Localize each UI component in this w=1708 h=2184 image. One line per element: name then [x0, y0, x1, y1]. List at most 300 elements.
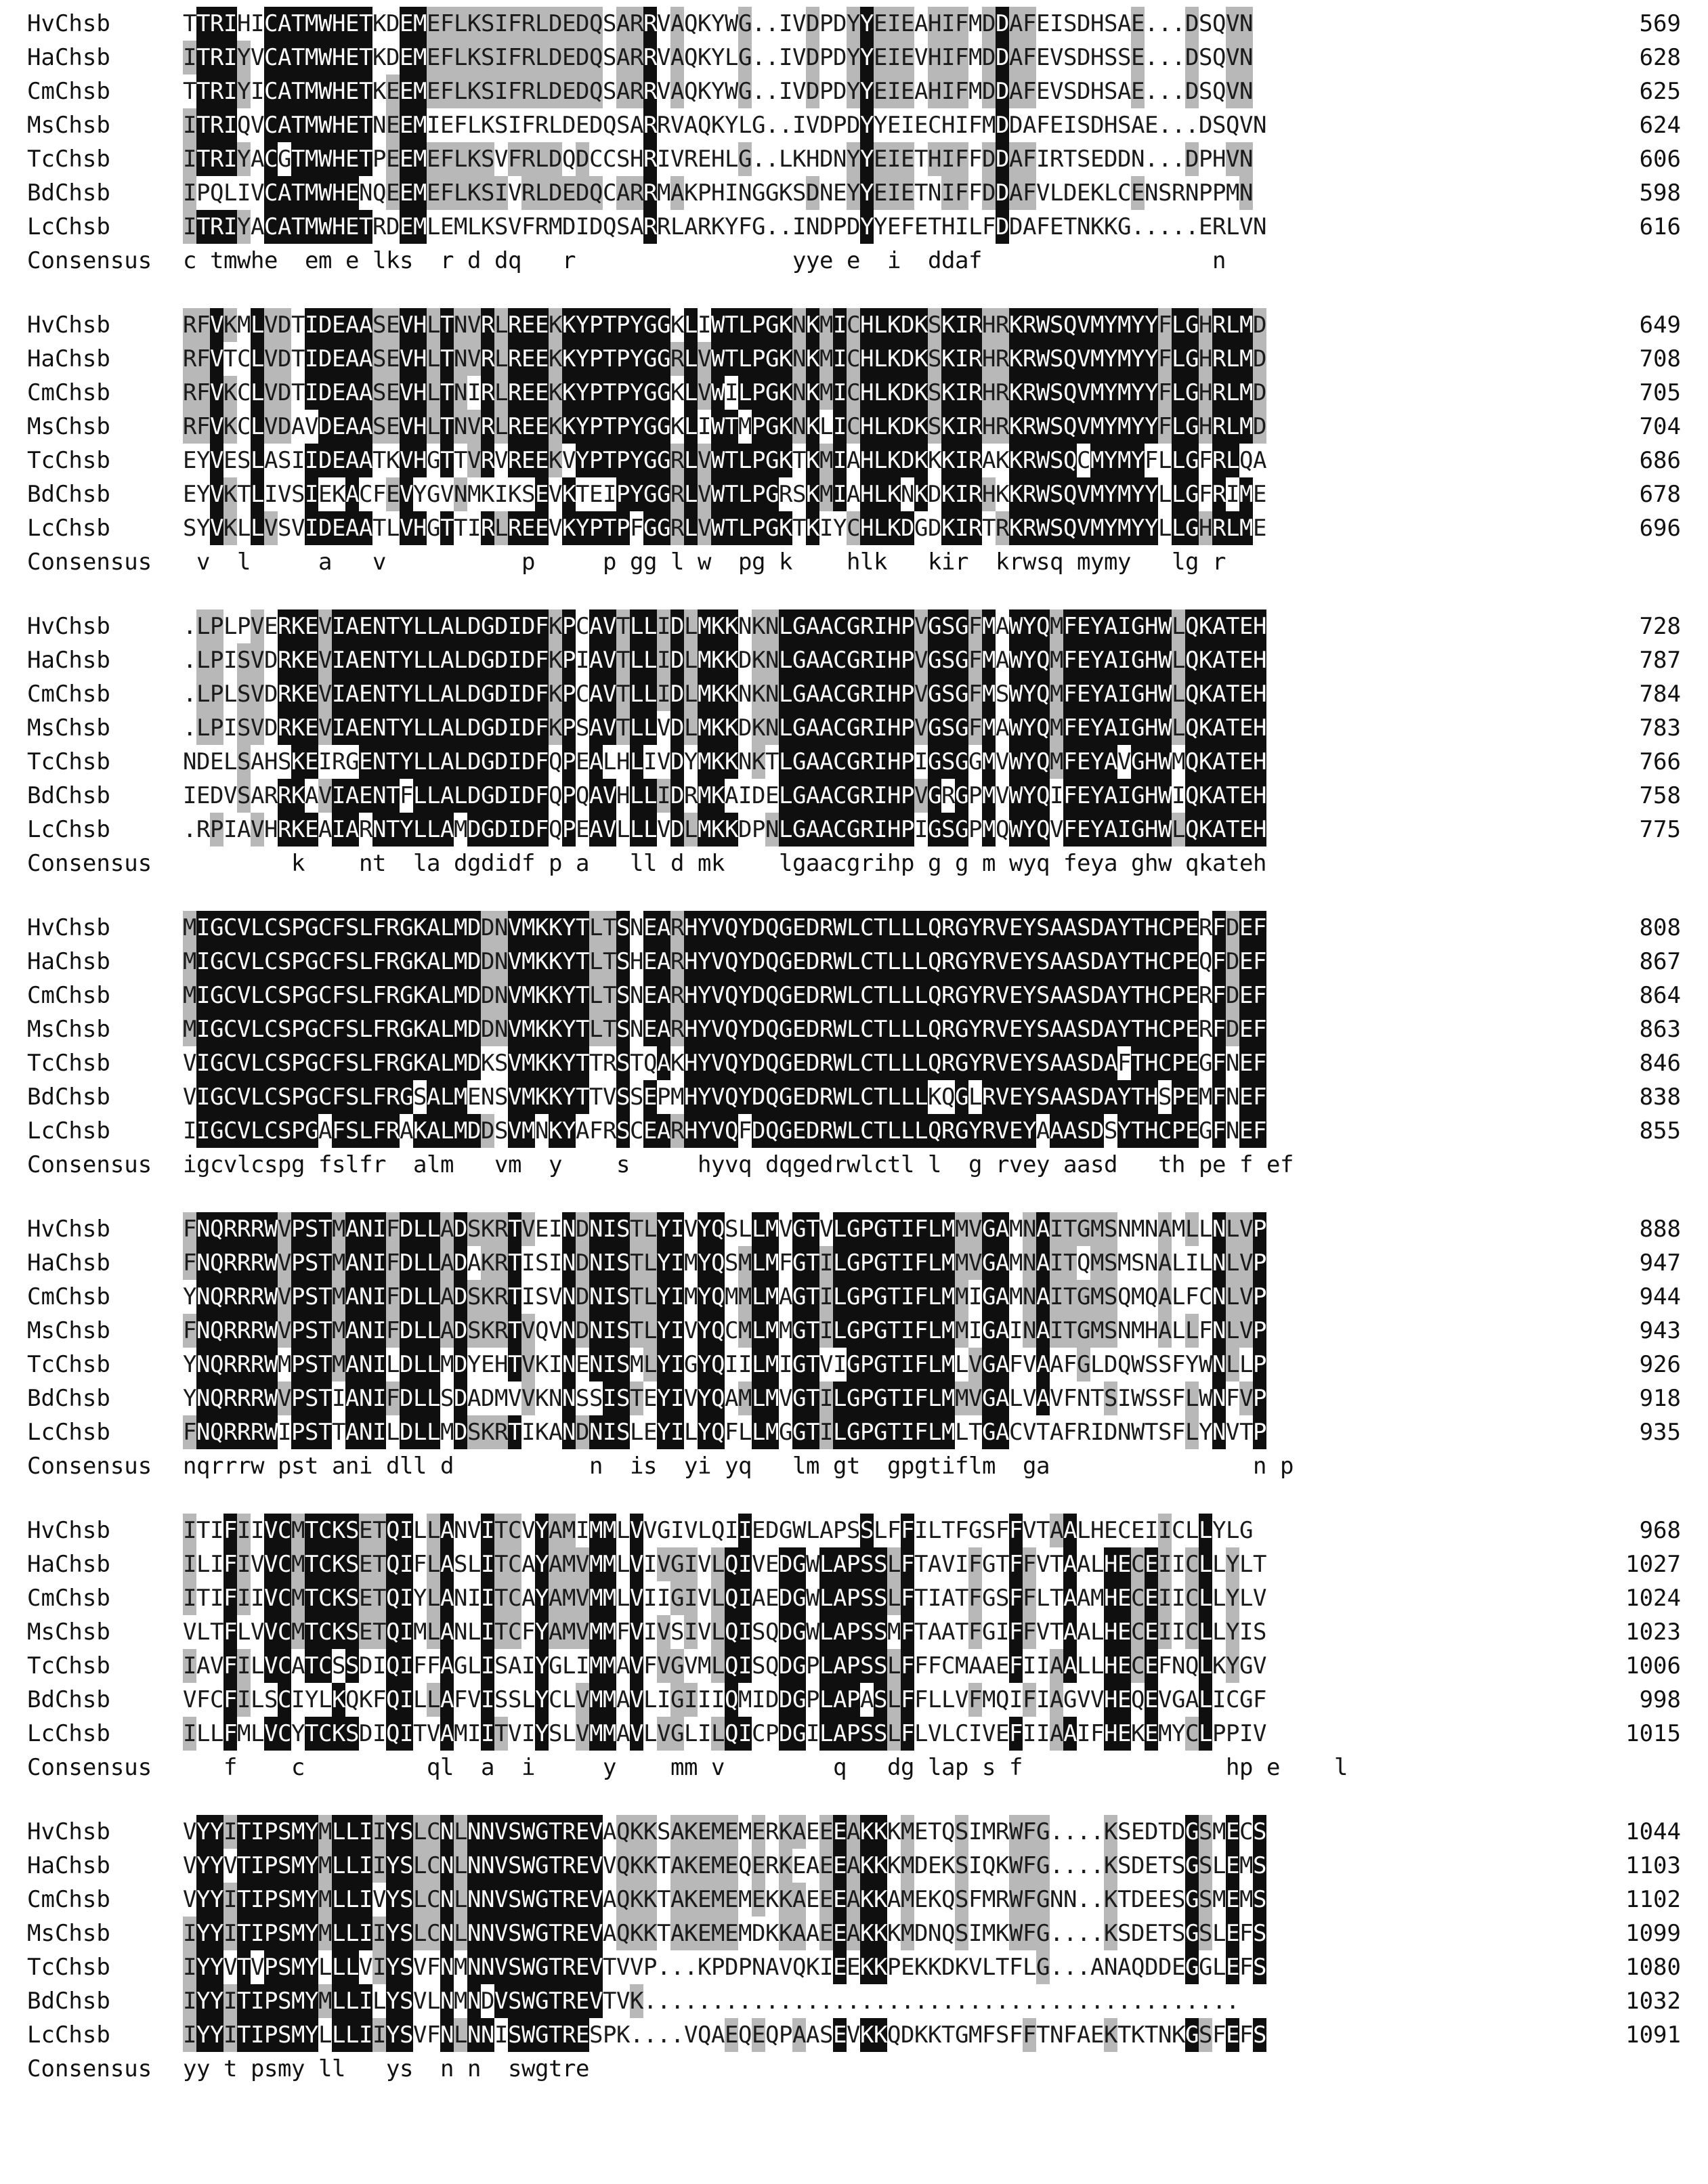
- residue: S: [616, 1382, 630, 1415]
- residue: L: [901, 1080, 914, 1114]
- residue: .: [670, 1984, 684, 2018]
- residue: R: [657, 108, 670, 142]
- residue: V: [643, 1514, 657, 1547]
- residue: W: [264, 1348, 278, 1382]
- residue: H: [1145, 1012, 1158, 1046]
- residue: V: [183, 1080, 196, 1114]
- consensus-residue: m: [806, 1449, 819, 1483]
- residue-position: 864: [1640, 982, 1681, 1009]
- residue: V: [264, 410, 278, 444]
- residue: V: [928, 1717, 941, 1751]
- residue: Y: [1023, 643, 1036, 677]
- residue: T: [616, 711, 630, 745]
- residue: M: [1131, 1212, 1145, 1246]
- residue: I: [643, 1615, 657, 1649]
- residue: D: [1077, 7, 1090, 41]
- residue: S: [1050, 444, 1063, 477]
- consensus-residue: r: [996, 1148, 1009, 1182]
- sequence-name: HaChsb: [27, 44, 110, 71]
- residue: P: [860, 1246, 874, 1280]
- residue: I: [1158, 1547, 1172, 1581]
- consensus-residue: t: [305, 1449, 318, 1483]
- residue: M: [901, 1849, 914, 1883]
- residue: T: [576, 1080, 589, 1114]
- residue: A: [318, 813, 332, 847]
- residue: F: [223, 1581, 237, 1615]
- residue: Q: [210, 176, 223, 210]
- residue: K: [914, 342, 928, 376]
- residue: K: [1199, 711, 1212, 745]
- consensus-residue: i: [698, 1449, 711, 1483]
- residue: W: [711, 308, 725, 342]
- residue: I: [359, 1984, 372, 2018]
- residue: R: [1077, 1415, 1090, 1449]
- residue: G: [1077, 1280, 1090, 1314]
- residue: V: [996, 911, 1009, 945]
- residue-position: 935: [1640, 1419, 1681, 1446]
- residue: N: [589, 1212, 603, 1246]
- residue: S: [400, 1917, 413, 1950]
- residue: N: [752, 1950, 765, 1984]
- residue: S: [1253, 2018, 1266, 2052]
- residue: T: [440, 376, 454, 410]
- residue: V: [467, 1683, 481, 1717]
- residue: G: [928, 779, 941, 813]
- consensus-residue: r: [833, 1148, 847, 1182]
- residue: E: [264, 609, 278, 643]
- residue: Y: [657, 1246, 670, 1280]
- residue: A: [684, 210, 698, 244]
- residue: G: [400, 945, 413, 979]
- residue: Y: [576, 511, 589, 545]
- residue: D: [806, 945, 819, 979]
- residue: A: [359, 376, 372, 410]
- residue: Y: [1023, 609, 1036, 643]
- residue: L: [386, 511, 400, 545]
- residue: S: [345, 911, 359, 945]
- residue: R: [264, 779, 278, 813]
- residue: Q: [386, 1615, 400, 1649]
- residue: N: [1077, 1382, 1090, 1415]
- residue: P: [860, 1314, 874, 1348]
- residue: M: [1117, 511, 1131, 545]
- residue: G: [535, 1883, 549, 1917]
- residue: L: [494, 308, 508, 342]
- residue: S: [657, 1815, 670, 1849]
- residue: R: [941, 945, 955, 979]
- residue: M: [765, 1212, 779, 1246]
- residue: K: [413, 1012, 427, 1046]
- residue: N: [183, 745, 196, 779]
- residue: A: [1104, 1046, 1117, 1080]
- residue: L: [833, 1382, 847, 1415]
- residue: R: [982, 945, 996, 979]
- residue: F: [589, 1114, 603, 1148]
- residue: E: [1185, 1080, 1199, 1114]
- residue: V: [684, 2018, 698, 2052]
- residue: S: [874, 1615, 887, 1649]
- residue: M: [1239, 477, 1253, 511]
- residue: T: [508, 1246, 521, 1280]
- residue: C: [603, 142, 616, 176]
- residue: P: [562, 677, 576, 711]
- residue: S: [345, 1012, 359, 1046]
- residue: H: [1145, 711, 1158, 745]
- consensus-residue: y: [792, 244, 806, 278]
- residue: F: [332, 1080, 345, 1114]
- residue: V: [549, 1280, 562, 1314]
- residue: K: [928, 1950, 941, 1984]
- residue: Y: [562, 945, 576, 979]
- residue: L: [1185, 1514, 1199, 1547]
- residue: I: [576, 1514, 589, 1547]
- residue: L: [1158, 477, 1172, 511]
- consensus-row: [0, 244, 1708, 278]
- residue: V: [603, 643, 616, 677]
- residue: I: [305, 308, 318, 342]
- sequence-name: CmChsb: [27, 379, 110, 406]
- residue: G: [643, 376, 657, 410]
- residue: T: [386, 813, 400, 847]
- residue: L: [251, 1012, 264, 1046]
- residue: D: [901, 342, 914, 376]
- residue: H: [630, 945, 643, 979]
- residue: I: [738, 1649, 752, 1683]
- residue: L: [643, 779, 657, 813]
- residue: M: [454, 1012, 467, 1046]
- residue: I: [1077, 1717, 1090, 1751]
- residue: N: [440, 1917, 454, 1950]
- residue: F: [183, 1415, 196, 1449]
- residue: N: [562, 1280, 576, 1314]
- residue: P: [562, 813, 576, 847]
- residue: T: [1131, 945, 1145, 979]
- residue: S: [237, 779, 251, 813]
- consensus-residue: k: [291, 847, 305, 880]
- residue: V: [792, 74, 806, 108]
- residue: Y: [1104, 444, 1117, 477]
- residue: Y: [535, 1649, 549, 1683]
- residue: Y: [968, 1114, 982, 1148]
- consensus-residue: p: [603, 545, 616, 579]
- residue: G: [670, 1717, 684, 1751]
- residue: Q: [792, 1950, 806, 1984]
- residue: A: [576, 1114, 589, 1148]
- residue: R: [251, 1382, 264, 1415]
- residue: E: [535, 410, 549, 444]
- residue: L: [427, 745, 440, 779]
- residue: Q: [725, 1080, 738, 1114]
- residue: C: [549, 1683, 562, 1717]
- residue: L: [589, 979, 603, 1012]
- residue: P: [1199, 142, 1212, 176]
- residue: S: [616, 1046, 630, 1080]
- residue: P: [901, 779, 914, 813]
- residue: L: [427, 1547, 440, 1581]
- residue: I: [603, 1314, 616, 1348]
- residue: L: [589, 945, 603, 979]
- residue: G: [1172, 1683, 1185, 1717]
- residue: S: [1199, 1883, 1212, 1917]
- residue: I: [1009, 1314, 1023, 1348]
- residue: K: [1009, 511, 1023, 545]
- residue: V: [996, 1114, 1009, 1148]
- residue: G: [684, 1348, 698, 1382]
- residue: .: [643, 2018, 657, 2052]
- residue: L: [454, 745, 467, 779]
- residue: H: [1199, 308, 1212, 342]
- residue: R: [386, 911, 400, 945]
- consensus-residue: y: [603, 1751, 616, 1784]
- residue: S: [1104, 1314, 1117, 1348]
- residue: L: [874, 477, 887, 511]
- residue: T: [603, 911, 616, 945]
- residue: N: [494, 911, 508, 945]
- residue: V: [278, 1212, 291, 1246]
- residue: Y: [1023, 1012, 1036, 1046]
- residue: C: [928, 108, 941, 142]
- residue: K: [535, 1012, 549, 1046]
- residue: A: [887, 1883, 901, 1917]
- residue: M: [603, 1717, 616, 1751]
- residue: A: [1104, 643, 1117, 677]
- residue: H: [860, 410, 874, 444]
- residue: F: [1009, 1649, 1023, 1683]
- residue: R: [968, 342, 982, 376]
- residue: K: [806, 308, 819, 342]
- residue: P: [291, 1314, 305, 1348]
- residue: G: [982, 1348, 996, 1382]
- residue: V: [237, 945, 251, 979]
- residue: .: [1009, 1984, 1023, 2018]
- residue: D: [1077, 41, 1090, 74]
- residue: D: [467, 677, 481, 711]
- residue: S: [345, 1046, 359, 1080]
- residue: F: [1226, 1382, 1239, 1415]
- residue: F: [535, 711, 549, 745]
- residue: L: [251, 1717, 264, 1751]
- residue: W: [318, 142, 332, 176]
- residue: I: [955, 376, 968, 410]
- residue: I: [223, 142, 237, 176]
- residue: N: [738, 176, 752, 210]
- residue: E: [1036, 74, 1050, 108]
- residue: D: [549, 176, 562, 210]
- residue: E: [400, 41, 413, 74]
- residue: N: [792, 308, 806, 342]
- residue: K: [1090, 176, 1104, 210]
- residue: G: [427, 511, 440, 545]
- residue: E: [1117, 1581, 1131, 1615]
- residue: L: [887, 911, 901, 945]
- residue: N: [738, 677, 752, 711]
- residue: L: [752, 1212, 765, 1246]
- residue: T: [372, 1615, 386, 1649]
- residue: E: [1239, 711, 1253, 745]
- residue: T: [1131, 1046, 1145, 1080]
- residue: K: [1009, 376, 1023, 410]
- residue: Y: [725, 210, 738, 244]
- residue: K: [996, 1917, 1009, 1950]
- residue: Q: [711, 1348, 725, 1382]
- residue: L: [914, 1012, 928, 1046]
- residue: D: [725, 1950, 738, 1984]
- residue: A: [670, 7, 684, 41]
- residue: I: [196, 1012, 210, 1046]
- residue: L: [1212, 1917, 1226, 1950]
- residue: K: [765, 1883, 779, 1917]
- residue: Q: [725, 1649, 738, 1683]
- residue: Y: [1131, 511, 1145, 545]
- residue: N: [196, 1382, 210, 1415]
- residue: S: [278, 511, 291, 545]
- residue: K: [779, 1917, 792, 1950]
- residue: I: [887, 7, 901, 41]
- residue: M: [1131, 1280, 1145, 1314]
- residue: M: [413, 74, 427, 108]
- residue: V: [1077, 410, 1090, 444]
- residue: G: [657, 376, 670, 410]
- residue: T: [603, 1984, 616, 2018]
- residue: R: [562, 1950, 576, 1984]
- residue: A: [440, 1581, 454, 1615]
- residue: F: [372, 979, 386, 1012]
- residue: L: [643, 1314, 657, 1348]
- residue: A: [345, 410, 359, 444]
- residue: L: [359, 1012, 372, 1046]
- residue: D: [996, 108, 1009, 142]
- residue: A: [400, 1114, 413, 1148]
- residue: R: [1023, 308, 1036, 342]
- residue: L: [711, 1615, 725, 1649]
- residue: F: [427, 1649, 440, 1683]
- residue: R: [508, 308, 521, 342]
- residue: S: [955, 1883, 968, 1917]
- residue: .: [1063, 1950, 1077, 1984]
- residue: E: [576, 1815, 589, 1849]
- residue: A: [1090, 1950, 1104, 1984]
- residue: S: [1158, 1415, 1172, 1449]
- residue: Q: [1239, 444, 1253, 477]
- residue: S: [1199, 7, 1212, 41]
- residue: E: [521, 308, 535, 342]
- residue: K: [779, 444, 792, 477]
- residue: D: [589, 108, 603, 142]
- residue: E: [440, 210, 454, 244]
- residue: A: [1050, 945, 1063, 979]
- residue: L: [386, 1415, 400, 1449]
- residue: T: [372, 444, 386, 477]
- residue: V: [616, 1950, 630, 1984]
- residue: R: [251, 1314, 264, 1348]
- residue: M: [698, 609, 711, 643]
- residue: M: [738, 1314, 752, 1348]
- residue: R: [643, 176, 657, 210]
- residue: C: [508, 1514, 521, 1547]
- residue: H: [928, 41, 941, 74]
- residue: A: [440, 1615, 454, 1649]
- residue: I: [549, 1348, 562, 1382]
- residue: I: [372, 1649, 386, 1683]
- residue: E: [833, 176, 847, 210]
- residue-position: 1103: [1625, 1852, 1681, 1879]
- residue: Y: [1104, 376, 1117, 410]
- residue: A: [1050, 1348, 1063, 1382]
- residue: D: [833, 74, 847, 108]
- residue: D: [521, 609, 535, 643]
- residue: M: [819, 477, 833, 511]
- residue: F: [914, 1382, 928, 1415]
- consensus-residue: r: [562, 244, 576, 278]
- residue: P: [1253, 1348, 1266, 1382]
- residue: R: [535, 108, 549, 142]
- residue: Y: [1104, 410, 1117, 444]
- residue: L: [427, 1984, 440, 2018]
- residue: L: [427, 308, 440, 342]
- residue: S: [305, 1314, 318, 1348]
- residue: I: [1158, 1615, 1172, 1649]
- residue: Q: [684, 7, 698, 41]
- residue: D: [467, 745, 481, 779]
- residue: M: [562, 1581, 576, 1615]
- residue: V: [318, 677, 332, 711]
- residue: R: [657, 210, 670, 244]
- residue: Y: [968, 1012, 982, 1046]
- residue: Y: [413, 1581, 427, 1615]
- residue: I: [237, 1581, 251, 1615]
- residue: Y: [1131, 376, 1145, 410]
- residue: E: [1239, 609, 1253, 643]
- residue: K: [941, 511, 955, 545]
- residue: L: [413, 1348, 427, 1382]
- residue: H: [982, 376, 996, 410]
- residue: F: [1036, 210, 1050, 244]
- residue: I: [467, 511, 481, 545]
- residue: P: [819, 7, 833, 41]
- residue: S: [860, 1514, 874, 1547]
- residue: C: [264, 945, 278, 979]
- residue: G: [847, 643, 860, 677]
- residue: D: [928, 477, 941, 511]
- residue: C: [210, 1683, 223, 1717]
- residue: E: [467, 1080, 481, 1114]
- consensus-residue: e: [576, 2052, 589, 2086]
- residue: E: [562, 41, 576, 74]
- residue: L: [630, 609, 643, 643]
- residue: T: [887, 1382, 901, 1415]
- residue: S: [494, 210, 508, 244]
- consensus-residue: d: [887, 1751, 901, 1784]
- residue: I: [508, 677, 521, 711]
- residue: E: [1131, 1514, 1145, 1547]
- consensus-residue: a: [806, 847, 819, 880]
- residue: P: [1253, 1314, 1266, 1348]
- residue: C: [1117, 176, 1131, 210]
- consensus-residue: y: [291, 2052, 305, 2086]
- residue: .: [1090, 1984, 1104, 2018]
- residue: I: [400, 1581, 413, 1615]
- residue-position: 1080: [1625, 1954, 1681, 1981]
- residue: L: [901, 979, 914, 1012]
- residue: L: [251, 1649, 264, 1683]
- residue: I: [901, 108, 914, 142]
- residue: M: [982, 813, 996, 847]
- residue: N: [440, 1849, 454, 1883]
- consensus-residue: p: [901, 1449, 914, 1483]
- residue: G: [643, 410, 657, 444]
- residue: N: [738, 609, 752, 643]
- residue: F: [1199, 477, 1212, 511]
